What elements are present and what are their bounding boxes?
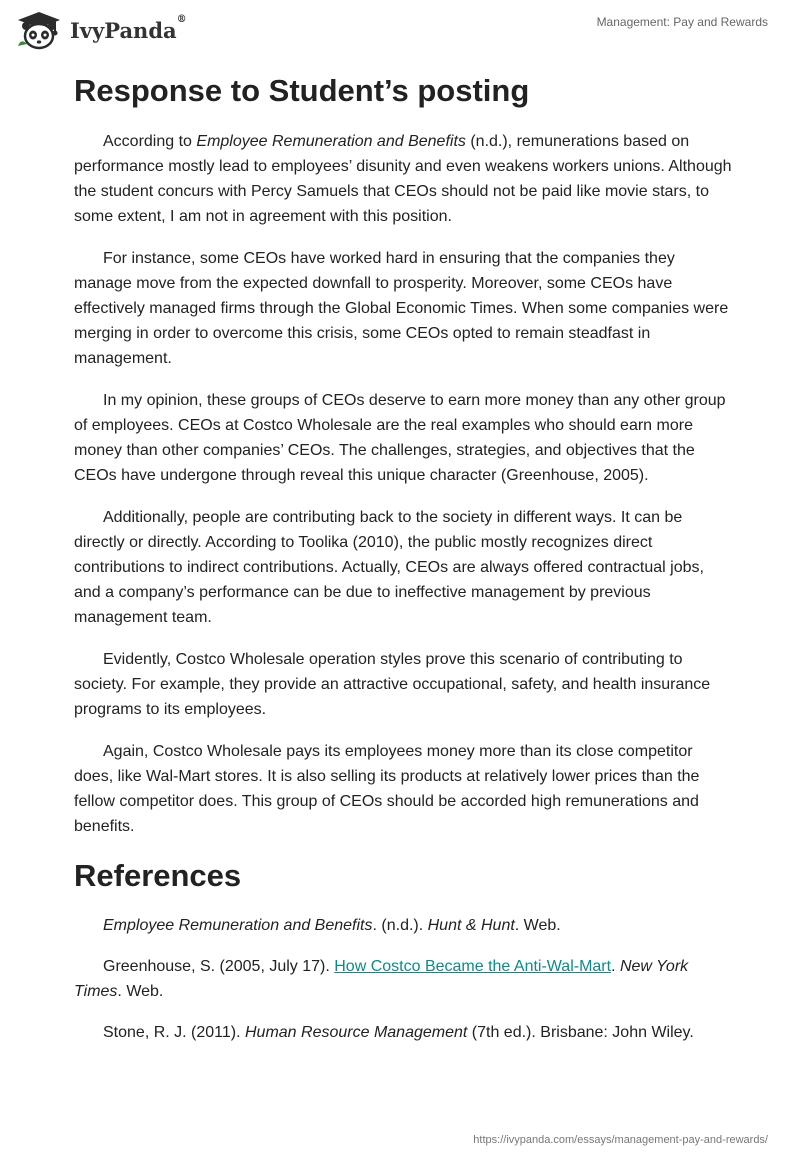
- paragraph: Evidently, Costco Wholesale operation styles prove this scenario of contributing to society. For example, they provide an attractive occupational, safety, and health insurance programs to its employees.: [74, 651, 711, 718]
- reference-item: Stone, R. J. (2011). Human Resource Management (7th ed.). Brisbane: John Wiley.: [103, 1024, 694, 1041]
- running-head: Management: Pay and Rewards: [596, 15, 768, 29]
- page-title: Response to Student’s posting: [74, 73, 530, 108]
- paragraph: In my opinion, these groups of CEOs deserve to earn more money than any other group of employees. CEOs at Costco Wholesale are the real examples who should earn more money than other companies’ CEOs. The challenges, strategies, and objectives that the CEOs have undergone through reveal this unique character (Greenhouse, 2005).: [74, 392, 726, 484]
- reference-item: Greenhouse, S. (2005, July 17). How Costco Became the Anti-Wal-Mart. New York Times. Web.: [74, 958, 689, 1000]
- reference-item: Employee Remuneration and Benefits. (n.d.). Hunt & Hunt. Web.: [103, 917, 561, 934]
- paragraph: According to Employee Remuneration and Benefits (n.d.), remunerations based on performance mostly lead to employees’ disunity and even weakens workers unions. Although the student concurs with Percy Samuels that CEOs should not be paid like movie stars, to some extent, I am not in agreement with this position.: [74, 133, 732, 225]
- page-header: [0, 0, 800, 60]
- paragraph: Again, Costco Wholesale pays its employees money more than its close competitor does, like Wal-Mart stores. It is also selling its products at relatively lower prices than the fellow competitor does. This group of CEOs should be accorded high remunerations and benefits.: [74, 743, 700, 835]
- paragraph: Additionally, people are contributing back to the society in different ways. It can be directly or directly. According to Toolika (2010), the public mostly recognizes direct contributions to indirect contributions. Actually, CEOs are always offered contractual jobs, and a company’s performance can be due to ineffective management by previous management team.: [74, 509, 704, 626]
- essay-content: [74, 70, 734, 1045]
- panda-graduate-icon: [14, 10, 64, 50]
- reference-link[interactable]: How Costco Became the Anti-Wal-Mart: [334, 958, 612, 975]
- references-heading: References: [74, 858, 242, 893]
- paragraph: For instance, some CEOs have worked hard in ensuring that the companies they manage move from the expected downfall to prosperity. Moreover, some CEOs have effectively managed firms through the Global Economic Times. When some companies were merging in order to overcome this crisis, some CEOs opted to remain steadfast in management.: [74, 250, 729, 367]
- ivypanda-logo[interactable]: [14, 10, 187, 50]
- source-url: https://ivypanda.com/essays/management-pay-and-rewards/: [473, 1134, 768, 1146]
- brand-name: IvyPanda®: [70, 13, 187, 43]
